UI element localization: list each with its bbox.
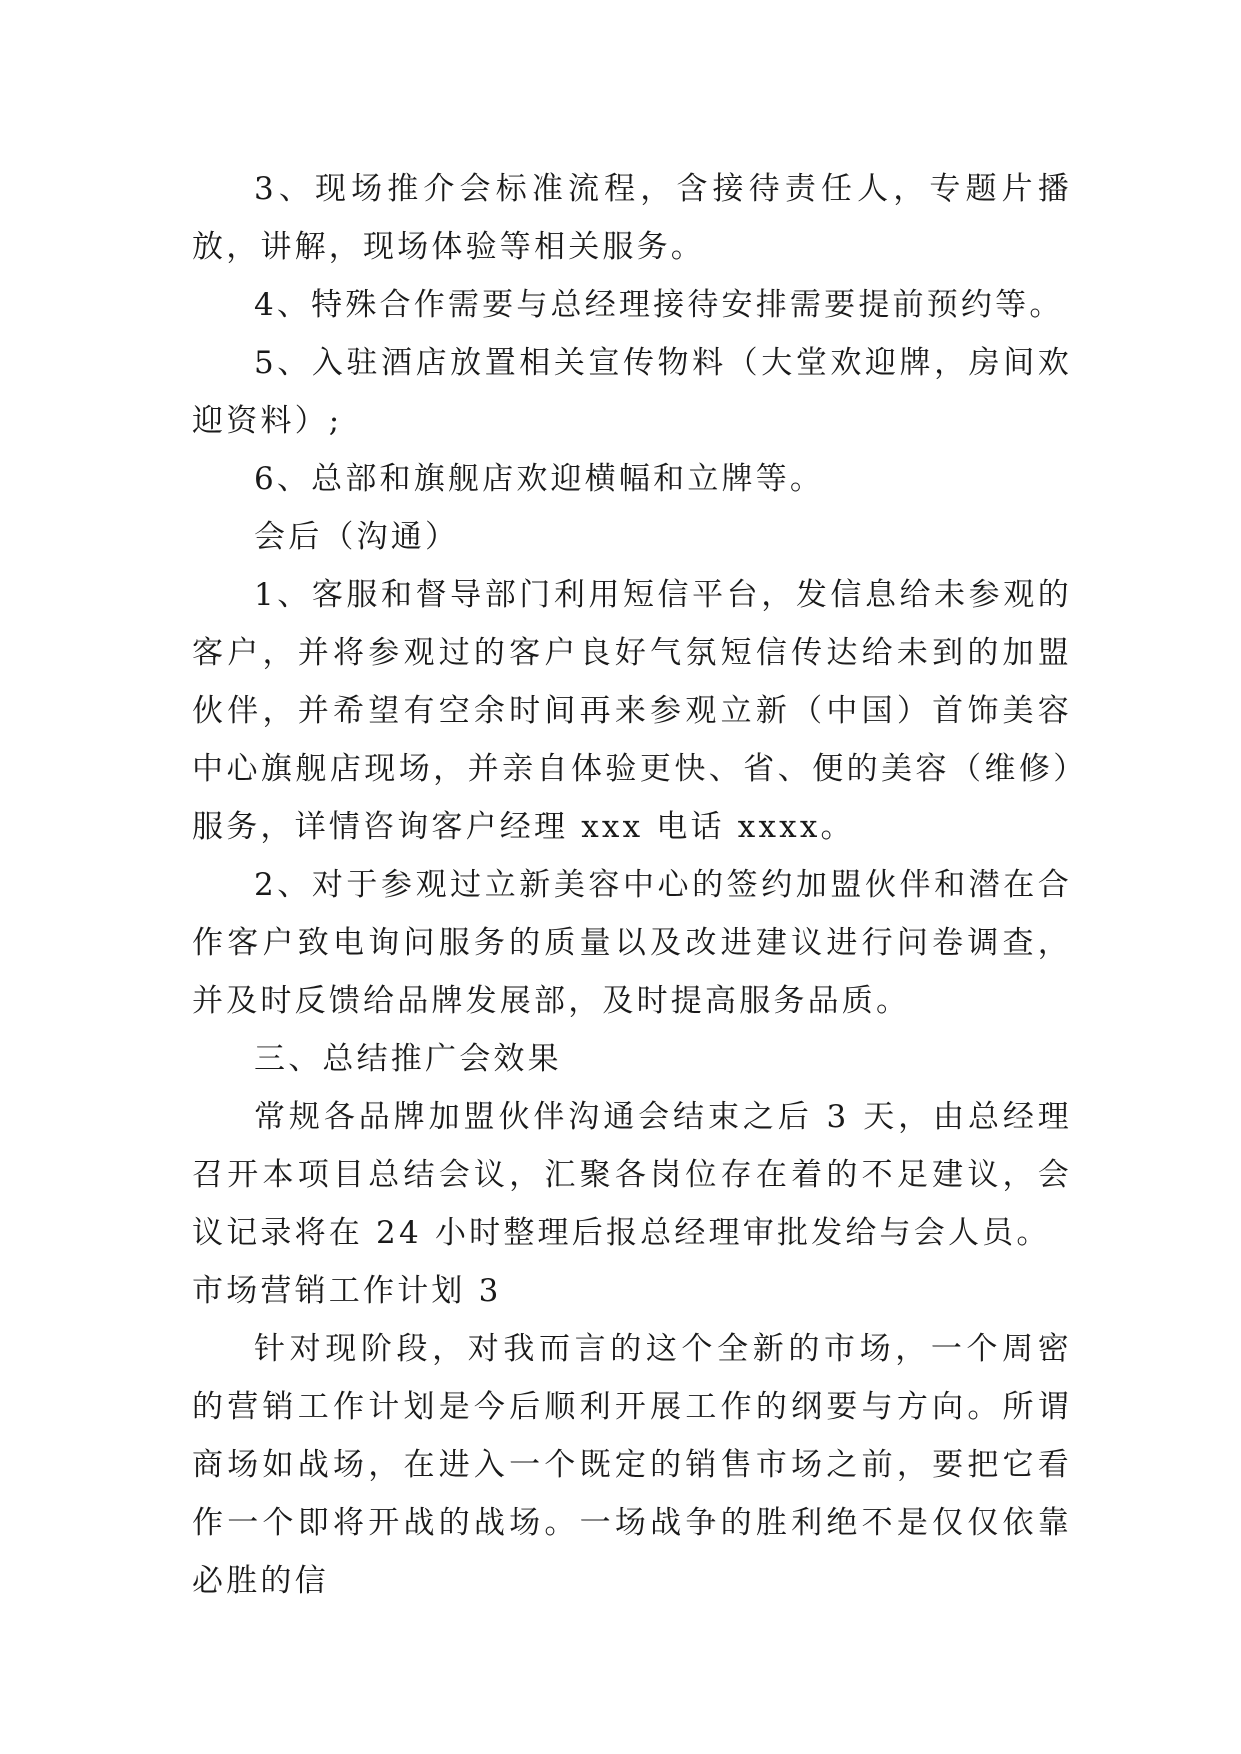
paragraph-item-5: 5、入驻酒店放置相关宣传物料（大堂欢迎牌，房间欢迎资料）;: [192, 345, 1072, 439]
paragraph-followup-1: 1、客服和督导部门利用短信平台，发信息给未参观的客户，并将参观过的客户良好气氛短信传达给未到的加盟伙伴，并希望有空余时间再来参观立新（中国）首饰美容中心旗舰店现场，并亲自体验更快、省、便的美容（维修）服务，详情咨询客户经理 xxx 电话 xxxx。: [192, 577, 1072, 845]
paragraph-item-3: 3、现场推介会标准流程，含接待责任人，专题片播放，讲解，现场体验等相关服务。: [192, 171, 1072, 265]
document-subtitle: 市场营销工作计划 3: [192, 1273, 502, 1309]
paragraph-followup-2: 2、对于参观过立新美容中心的签约加盟伙伴和潜在合作客户致电询问服务的质量以及改进建议进行问卷调查，并及时反馈给品牌发展部，及时提高服务品质。: [192, 867, 1072, 1019]
document-body: [192, 160, 1072, 1610]
section-heading-after-meeting: 会后（沟通）: [254, 519, 460, 555]
paragraph-summary: 常规各品牌加盟伙伴沟通会结束之后 3 天，由总经理召开本项目总结会议，汇聚各岗位存在着的不足建议，会议记录将在 24 小时整理后报总经理审批发给与会人员。: [192, 1099, 1072, 1251]
paragraph-item-6: 6、总部和旗舰店欢迎横幅和立牌等。: [254, 461, 825, 497]
section-heading-summary: 三、总结推广会效果: [254, 1041, 562, 1077]
paragraph-plan-intro: 针对现阶段，对我而言的这个全新的市场，一个周密的营销工作计划是今后顺利开展工作的纲要与方向。所谓商场如战场，在进入一个既定的销售市场之前，要把它看作一个即将开战的战场。一场战争的胜利绝不是仅仅依靠必胜的信: [192, 1331, 1072, 1599]
paragraph-item-4: 4、特殊合作需要与总经理接待安排需要提前预约等。: [254, 287, 1064, 323]
